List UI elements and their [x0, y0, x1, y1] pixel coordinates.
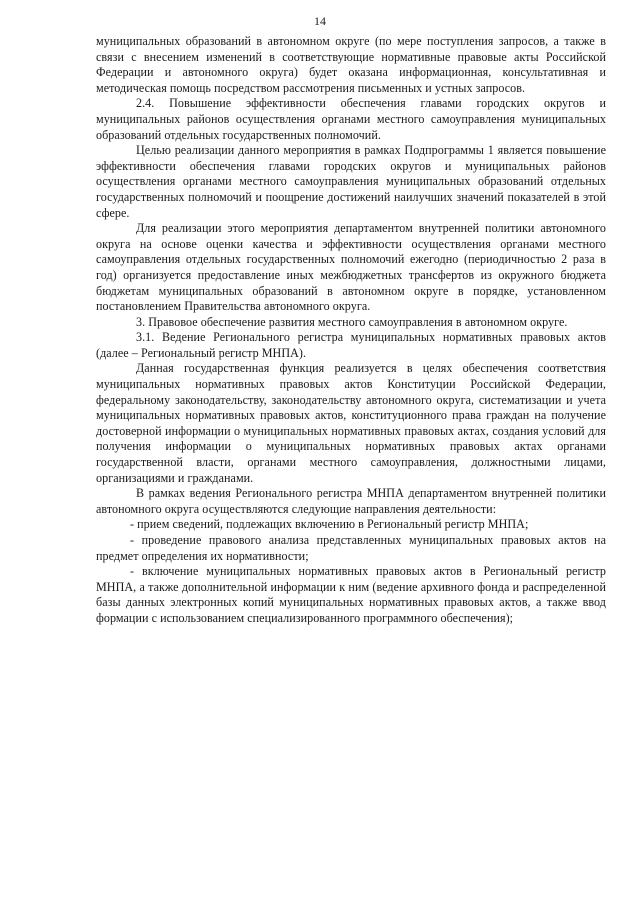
- list-item: - прием сведений, подлежащих включению в Региональный регистр МНПА;: [130, 517, 529, 532]
- list-item: - включение муниципальных нормативных правовых актов в Региональный регистр МНПА, а также дополнительной информации к ним (ведение архивного фонда и распределенной базы данных электронных копий муниципальных нормативных правовых актов, а также ввод формации с использованием специализированного программного обеспечения);: [96, 564, 606, 625]
- paragraph: Данная государственная функция реализуется в целях обеспечения соответствия муниципальных нормативных правовых актов Конституции Российской Федерации, федеральному законодательству, законодательству автономного округа, систематизации и учета муниципальных нормативных правовых актов, конституционного права граждан на получение достоверной информации о муниципальных нормативных правовых актах, создания условий для получения информации о муниципальных нормативных правовых актах органами государственной власти, органами местного самоуправления, должностными лицами, организациями и гражданами.: [96, 361, 606, 485]
- page-number: 14: [314, 14, 326, 28]
- section-heading-3-1: 3.1. Ведение Регионального регистра муниципальных нормативных правовых актов (далее – Региональный регистр МНПА).: [96, 330, 606, 360]
- paragraph: В рамках ведения Регионального регистра МНПА департаментом внутренней политики автономного округа осуществляются следующие направления деятельности:: [96, 486, 606, 516]
- list-item: - проведение правового анализа представленных муниципальных правовых актов на предмет определения их нормативности;: [96, 533, 606, 563]
- paragraph: Целью реализации данного мероприятия в рамках Подпрограммы 1 является повышение эффективности обеспечения главами городских округов и муниципальных районов осуществления органами местного самоуправления муниципальных образований отдельных государственных полномочий и поощрение достижений наилучших значений показателей в этой сфере.: [96, 143, 606, 220]
- document-body: [96, 34, 606, 627]
- section-heading-3: 3. Правовое обеспечение развития местного самоуправления в автономном округе.: [136, 314, 568, 329]
- section-heading-2-4: 2.4. Повышение эффективности обеспечения главами городских округов и муниципальных районов осуществления органами местного самоуправления муниципальных образований отдельных государственных полномочий.: [96, 96, 606, 142]
- paragraph: Для реализации этого мероприятия департаментом внутренней политики автономного округа на основе оценки качества и эффективности осуществления органами местного самоуправления отдельных государственных полномочий ежегодно (периодичностью 2 раза в год) организуется предоставление иных межбюджетных трансфертов из окружного бюджета бюджетам муниципальных образований в автономном округе в порядке, установленном постановлением Правительства автономного округа.: [96, 221, 606, 314]
- paragraph-continuation: муниципальных образований в автономном округе (по мере поступления запросов, а также в связи с внесением изменений в соответствующие нормативные правовые акты Российской Федерации и автономного округа) будет оказана информационная, консультативная и методическая помощь посредством рассмотрения письменных и устных запросов.: [96, 34, 606, 95]
